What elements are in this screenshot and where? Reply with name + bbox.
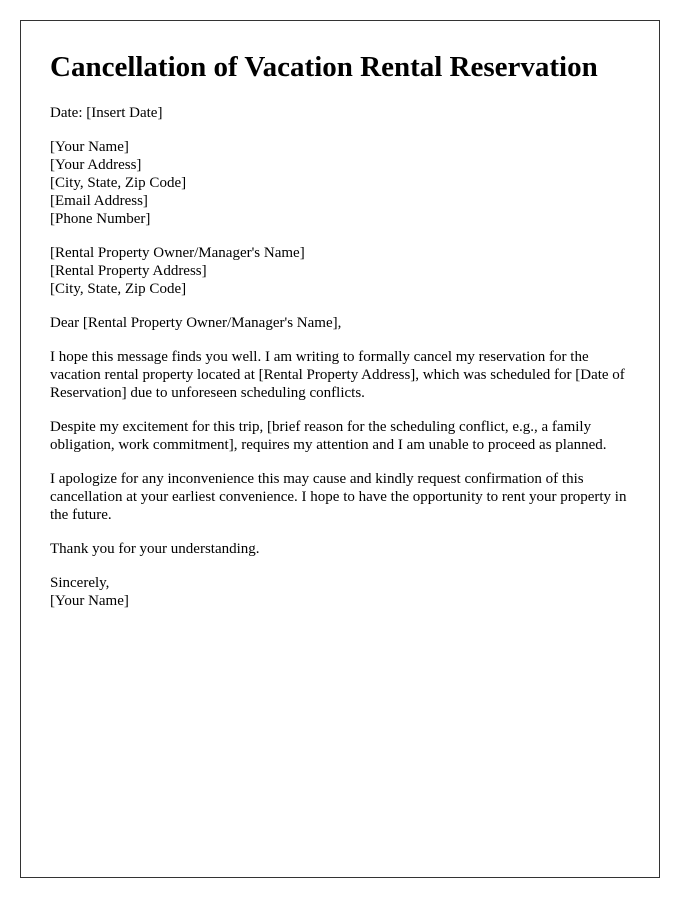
recipient-name: [Rental Property Owner/Manager's Name]	[50, 245, 305, 261]
recipient-block	[50, 244, 640, 298]
body-paragraph-3: I apologize for any inconvenience this may cause and kindly request confirmation of this cancellation at your earliest convenience. I hope to have the opportunity to rent your property in the future.	[50, 471, 627, 523]
sender-phone: [Phone Number]	[50, 211, 151, 227]
closing: Sincerely,	[50, 575, 110, 591]
sender-address: [Your Address]	[50, 157, 142, 173]
sender-email: [Email Address]	[50, 193, 148, 209]
date-line: Date: [Insert Date]	[50, 105, 163, 121]
letter-content	[50, 49, 640, 626]
recipient-city-state-zip: [City, State, Zip Code]	[50, 281, 187, 297]
body-paragraph-2: Despite my excitement for this trip, [brief reason for the scheduling conflict, e.g., a family obligation, work commitment], requires my attention and I am unable to proceed as planned.	[50, 419, 607, 453]
closing-block	[50, 574, 640, 610]
body-paragraph-1: I hope this message finds you well. I am writing to formally cancel my reservation for the vacation rental property located at [Rental Property Address], which was scheduled for [Date of Reservation] due to unforeseen scheduling conflicts.	[50, 349, 625, 401]
letter-page	[20, 20, 660, 878]
body-paragraph-4: Thank you for your understanding.	[50, 541, 260, 557]
salutation: Dear [Rental Property Owner/Manager's Name],	[50, 315, 342, 331]
letter-title: Cancellation of Vacation Rental Reservation	[50, 51, 598, 83]
sender-block	[50, 138, 640, 228]
signature: [Your Name]	[50, 593, 129, 609]
sender-name: [Your Name]	[50, 139, 129, 155]
sender-city-state-zip: [City, State, Zip Code]	[50, 175, 187, 191]
recipient-address: [Rental Property Address]	[50, 263, 207, 279]
